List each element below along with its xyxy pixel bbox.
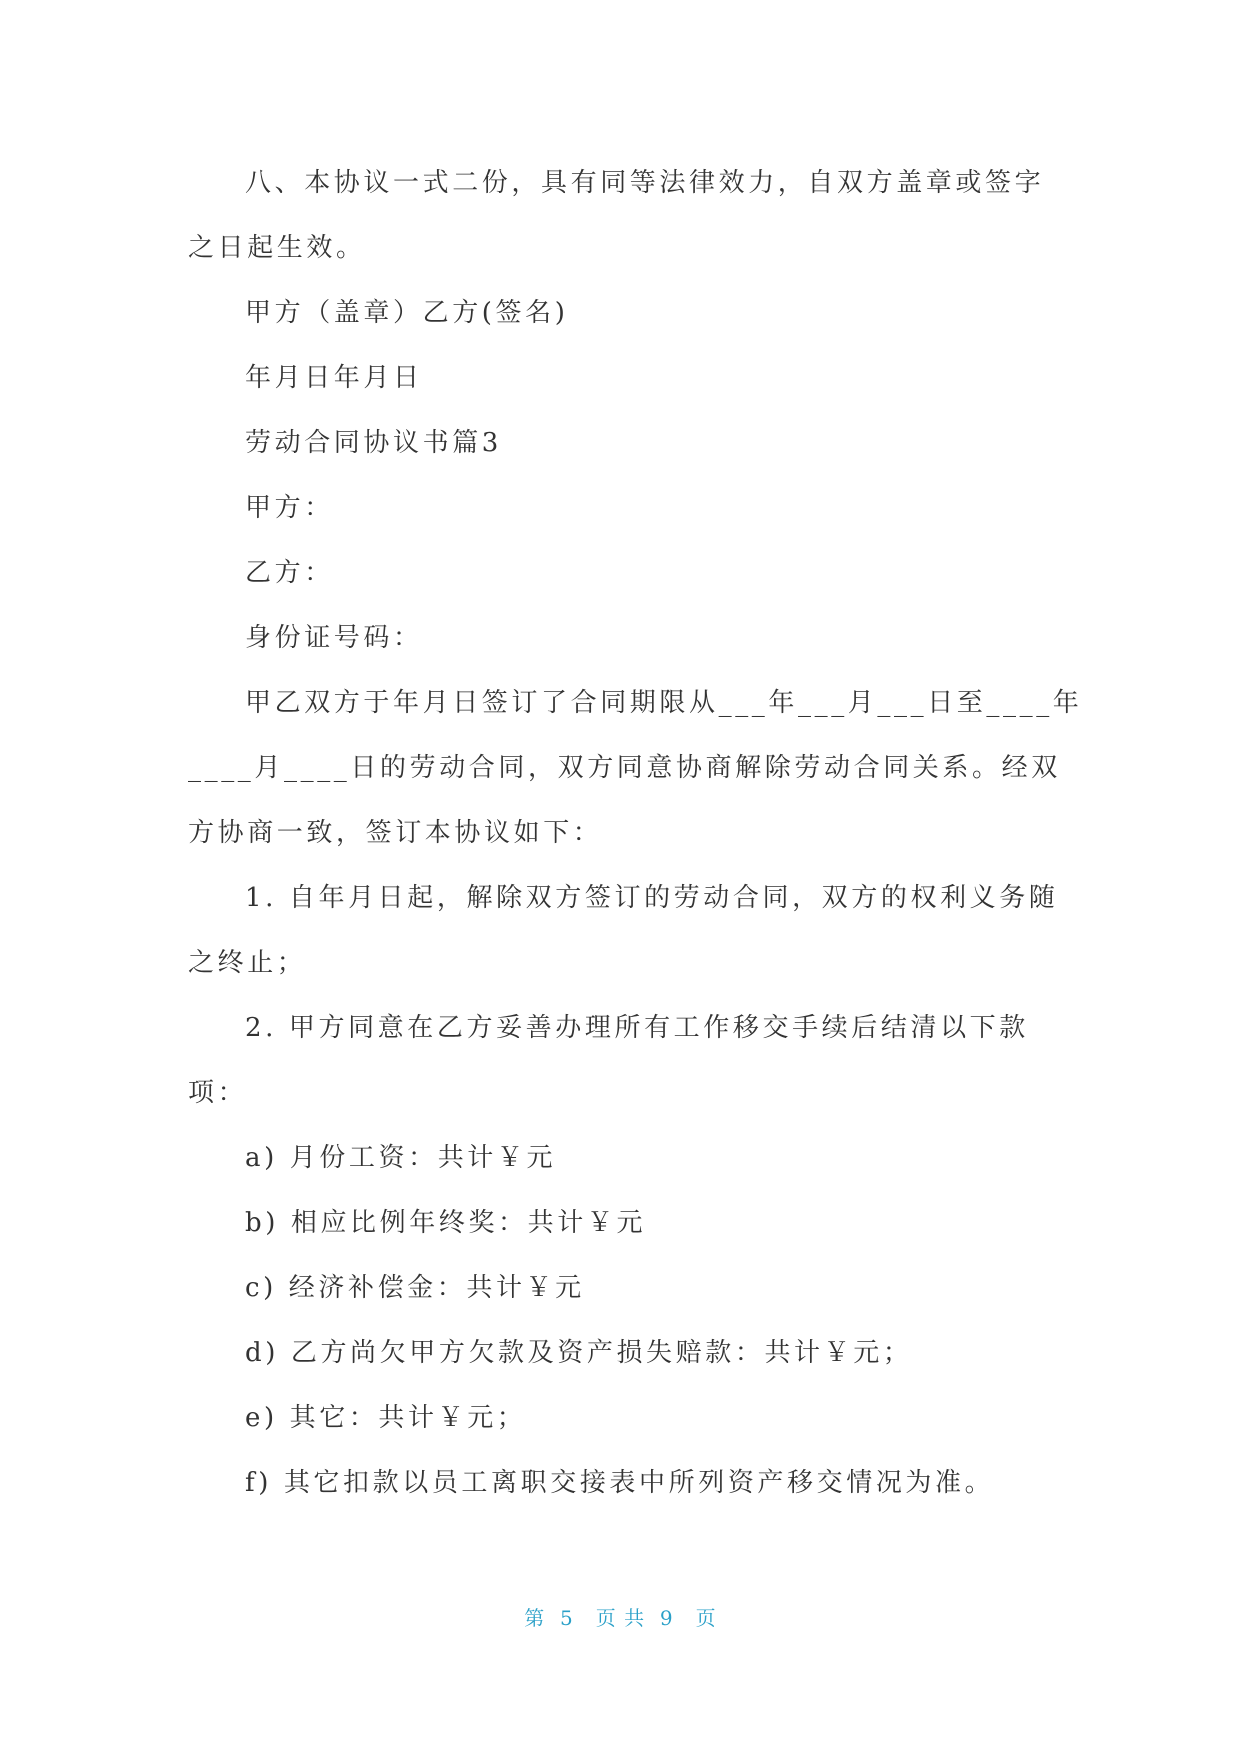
clause-line: 项： — [188, 1078, 248, 1108]
paragraph-line: 方协商一致，签订本协议如下： — [188, 818, 603, 848]
clause-line: 2. 甲方同意在乙方妥善办理所有工作移交手续后结清以下款 — [245, 1013, 1029, 1043]
list-item: d) 乙方尚欠甲方欠款及资产损失赔款：共计￥元； — [245, 1338, 913, 1368]
date-line: 年月日年月日 — [245, 363, 423, 393]
section-title: 劳动合同协议书篇3 — [245, 428, 502, 458]
id-number-label: 身份证号码： — [245, 623, 423, 653]
paragraph-line: 八、本协议一式二份，具有同等法律效力，自双方盖章或签字 — [245, 168, 1045, 198]
paragraph-line: 之日起生效。 — [188, 233, 366, 263]
page-number: 第 5 页 共 9 页 — [524, 1606, 717, 1630]
party-a-label: 甲方： — [245, 493, 334, 523]
list-item: e) 其它：共计￥元； — [245, 1403, 527, 1433]
paragraph-line: ____月____日的劳动合同，双方同意协商解除劳动合同关系。经双 — [188, 753, 1061, 783]
clause-line: 之终止； — [188, 948, 307, 978]
list-item: a) 月份工资：共计￥元 — [245, 1143, 557, 1173]
paragraph-line: 甲乙双方于年月日签订了合同期限从___年___月___日至____年 — [245, 688, 1083, 718]
list-item: f) 其它扣款以员工离职交接表中所列资产移交情况为准。 — [245, 1468, 995, 1498]
list-item: c) 经济补偿金：共计￥元 — [245, 1273, 585, 1303]
clause-line: 1. 自年月日起，解除双方签订的劳动合同，双方的权利义务随 — [245, 883, 1059, 913]
party-b-label: 乙方： — [245, 558, 334, 588]
signature-line: 甲方（盖章）乙方(签名) — [245, 298, 569, 328]
list-item: b) 相应比例年终奖：共计￥元 — [245, 1208, 647, 1238]
